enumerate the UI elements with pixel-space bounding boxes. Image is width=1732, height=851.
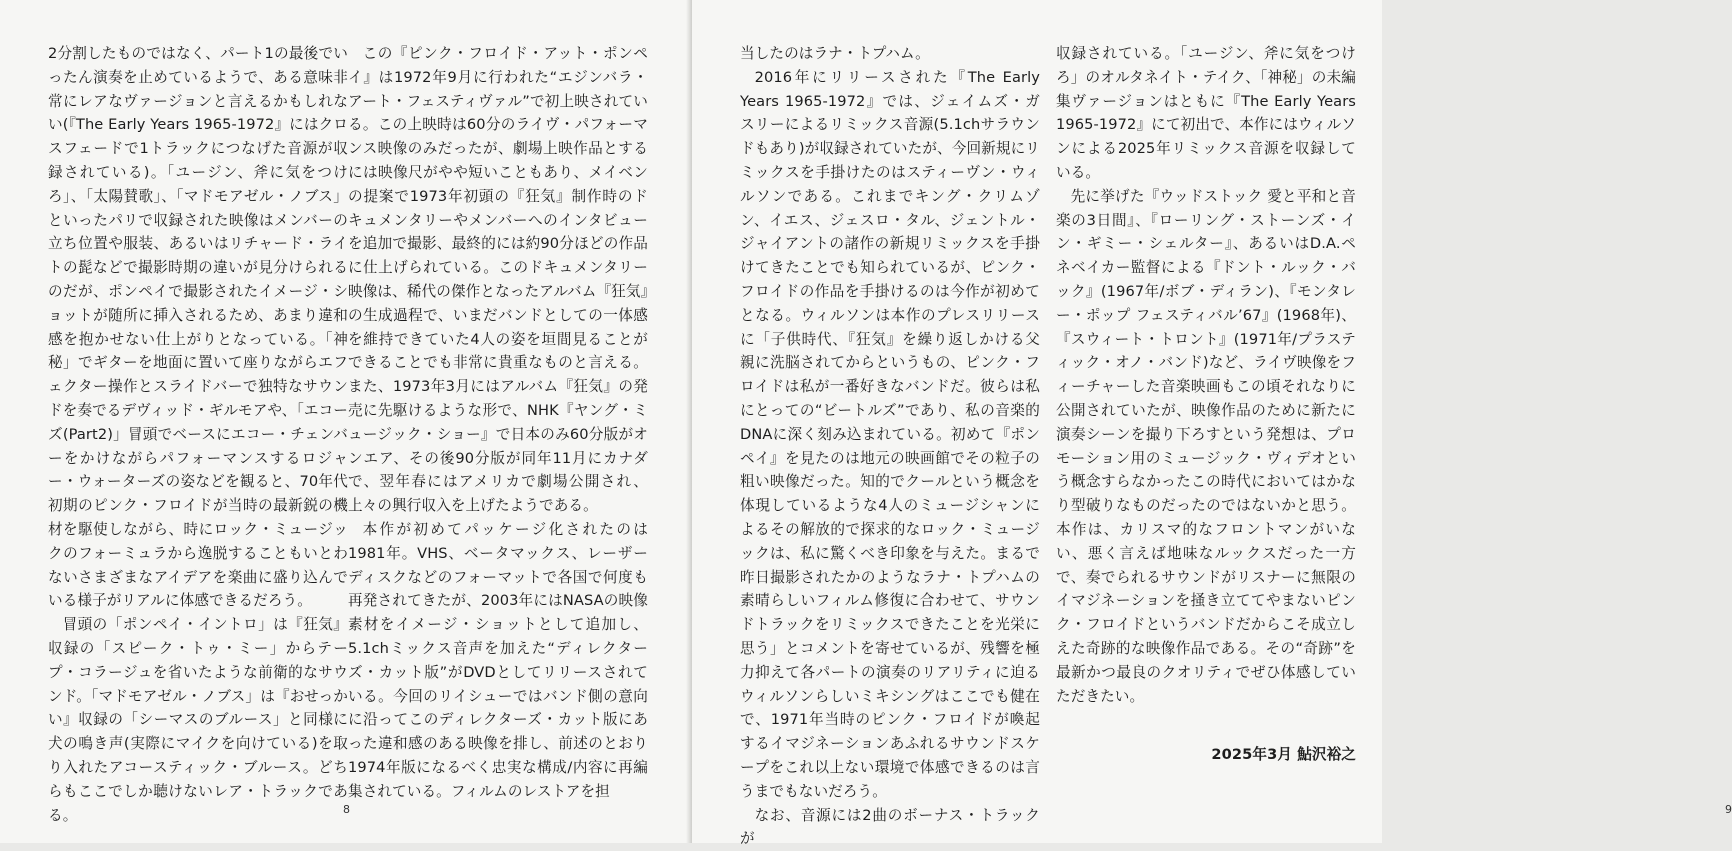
- page-number-left: 8: [343, 803, 350, 816]
- paragraph: 収録されている。「ユージン、斧に気をつけろ」のオルタネイト・テイク、「神秘」の未編集ヴァージョンはともに『The Early Years 1965-1972』にて初出で、本作にはウィルソンによる2025年リミックス音源を収録している。: [1056, 42, 1356, 185]
- paragraph: 2016年にリリースされた『The Early Years 1965-1972』では、ジェイムズ・ガスリーによるリミックス音源(5.1chサラウンドもあり)が収録されていたが、今回新規にリミックスを手掛けたのはスティーヴン・ウィルソンである。これまでキング・クリムゾン、イエス、ジェスロ・タル、ジェントル・ジャイアントの諸作の新規リミックスを手掛けてきたことでも知られているが、ピンク・フロイドの作品を手掛けるのは今作が初めてとなる。ウィルソンは本作のプレスリリースに「子供時代、『狂気』を繰り返しかける父親に洗脳されてからというもの、ピンク・フロイドは私が一番好きなバンドだ。彼らは私にとっての“ビートルズ”であり、私の音楽的DNAに深く刻み込まれている。初めて『ポンペイ』を見たのは地元の映画館でその粒子の粗い映像だった。知的でクールという概念を体現しているような4人のミュージシャンによるその解放的で探求的なロック・ミュージックは、私に驚くべき印象を与えた。まるで昨日撮影されたかのようなラナ・トプハムの素晴らしいフィルム修復に合わせて、サウンドトラックをリミックスできたことを光栄に思う」とコメントを寄せているが、残響を極力抑えて各パートの演奏のリアリティに迫るウィルソンらしいミキシングはここでも健在で、1971年当時のピンク・フロイドが喚起するイマジネーションあふれるサウンドスケープをこれ以上ない環境で体感できるのは言うまでもないだろう。: [740, 66, 1040, 804]
- left-column-1: [48, 42, 348, 827]
- right-column-2: [1056, 42, 1356, 767]
- left-column-2: [348, 42, 648, 804]
- paragraph: なお、音源には2曲のボーナス・トラックが: [740, 804, 1040, 851]
- author-signature: 2025年3月 鮎沢裕之: [1056, 743, 1356, 767]
- paragraph: 冒頭の「ポンペイ・イントロ」は『狂気』収録の「スピーク・トゥ・ミー」からテープ・コラージュを省いたような前衛的なサウンド。「マドモアゼル・ノブス」は『おせっかい』収録の「シーマスのブルース」と同様に犬の鳴き声(実際にマイクを向けている)を取り入れたアコースティック・ブルース。どちらもここでしか聴けないレア・トラックである。: [48, 613, 348, 827]
- right-column-1: [740, 42, 1040, 851]
- paragraph: 先に挙げた『ウッドストック 愛と平和と音楽の3日間』、『ローリング・ストーンズ・イン・ギミー・シェルター』、あるいはD.A.ペネベイカー監督による『ドント・ルック・バック』(1967年/ボブ・ディラン)、『モンタレー・ポップ フェスティバル’67』(1968年)、『スウィート・トロント』(1971年/プラスティック・オノ・バンド)など、ライヴ映像をフィーチャーした音楽映画もこの頃それなりに公開されていたが、映像作品のために新たに演奏シーンを撮り下ろすという発想は、プロモーション用のミュージック・ヴィデオという概念すらなかったこの時代においてはかなり型破りなものだったのではないかと思う。本作は、カリスマ的なフロントマンがいない、悪く言えば地味なルックスだった一方で、奏でられるサウンドがリスナーに無限のイマジネーションを掻き立ててやまないピンク・フロイドというバンドだからこそ成立しえた奇跡的な映像作品である。その“奇跡”を最新かつ最良のクオリティでぜひ体感していただきたい。: [1056, 185, 1356, 709]
- page-number-right: 9: [1725, 803, 1732, 816]
- left-page: [0, 0, 690, 843]
- paragraph: 2分割したものではなく、パート1の最後でいったん演奏を止めているようで、ある意味非常にレアなヴァージョンと言えるかもしれない(『The Early Years 1965-1972』にはクロスフェードで1トラックにつなげた音源が収録されている)。「ユージン、斧に気をつけろ」、「太陽賛歌」、「マドモアゼル・ノブス」といったパリで収録された映像はメンバーの立ち位置や服装、あるいはリチャード・ライトの髭などで撮影時期の違いが見分けられるのだが、ポンペイで撮影されたイメージ・ショットが随所に挿入されるため、あまり違和感を抱かせない仕上がりとなっている。「神秘」でギターを地面に置いて座りながらエフェクター操作とスライドバーで独特なサウンドを奏でるデヴィッド・ギルモアや、「エコーズ(Part2)」冒頭でベースにエコー・チェンバーをかけながらパフォーマンスするロジャー・ウォーターズの姿などを観ると、70年代初期のピンク・フロイドが当時の最新鋭の機材を駆使しながら、時にロック・ミュージックのフォーミュラから逸脱することもいとわないさまざまなアイデアを楽曲に盛り込んでいる様子がリアルに体感できるだろう。: [48, 42, 348, 613]
- paragraph: 当したのはラナ・トプハム。: [740, 42, 1040, 66]
- paragraph: この『ピンク・フロイド・アット・ポンペイ』は1972年9月に行われた“エジンバラ・アート・フェスティヴァル”で初上映されている。この上映時は60分のライヴ・パフォーマンス映像のみだったが、劇場上映作品とするには映像尺がやや短いこともあり、メイベンの提案で1973年初頭の『狂気』制作時のドキュメンタリーやメンバーへのインタビューを追加で撮影、最終的には約90分ほどの作品に仕上げられている。このドキュメンタリー映像は、稀代の傑作となったアルバム『狂気』の生成過程で、いまだバンドとしての一体感を維持できていた4人の姿を垣間見ることができることでも非常に貴重なものと言える。また、1973年3月にはアルバム『狂気』の発売に先駆けるような形で、NHK『ヤング・ミュージック・ショー』で日本のみ60分版がオンエア、その後90分版が同年11月にカナダで、翌年春にはアメリカで劇場公開され、上々の興行収入を上げたようである。: [348, 42, 648, 518]
- paragraph: 本作が初めてパッケージ化されたのは1981年。VHS、ベータマックス、レーザーディスクなどのフォーマットで各国で何度も再発されてきたが、2003年にはNASAの映像素材をイメージ・ショットとして追加し、5.1chミックス音声を加えた“ディレクターズ・カット版”がDVDとしてリリースされている。今回のリイシューではバンド側の意向に沿ってこのディレクターズ・カット版にあった違和感のある映像を排し、前述のとおり1974年版になるべく忠実な構成/内容に再編集されている。フィルムのレストアを担: [348, 518, 648, 804]
